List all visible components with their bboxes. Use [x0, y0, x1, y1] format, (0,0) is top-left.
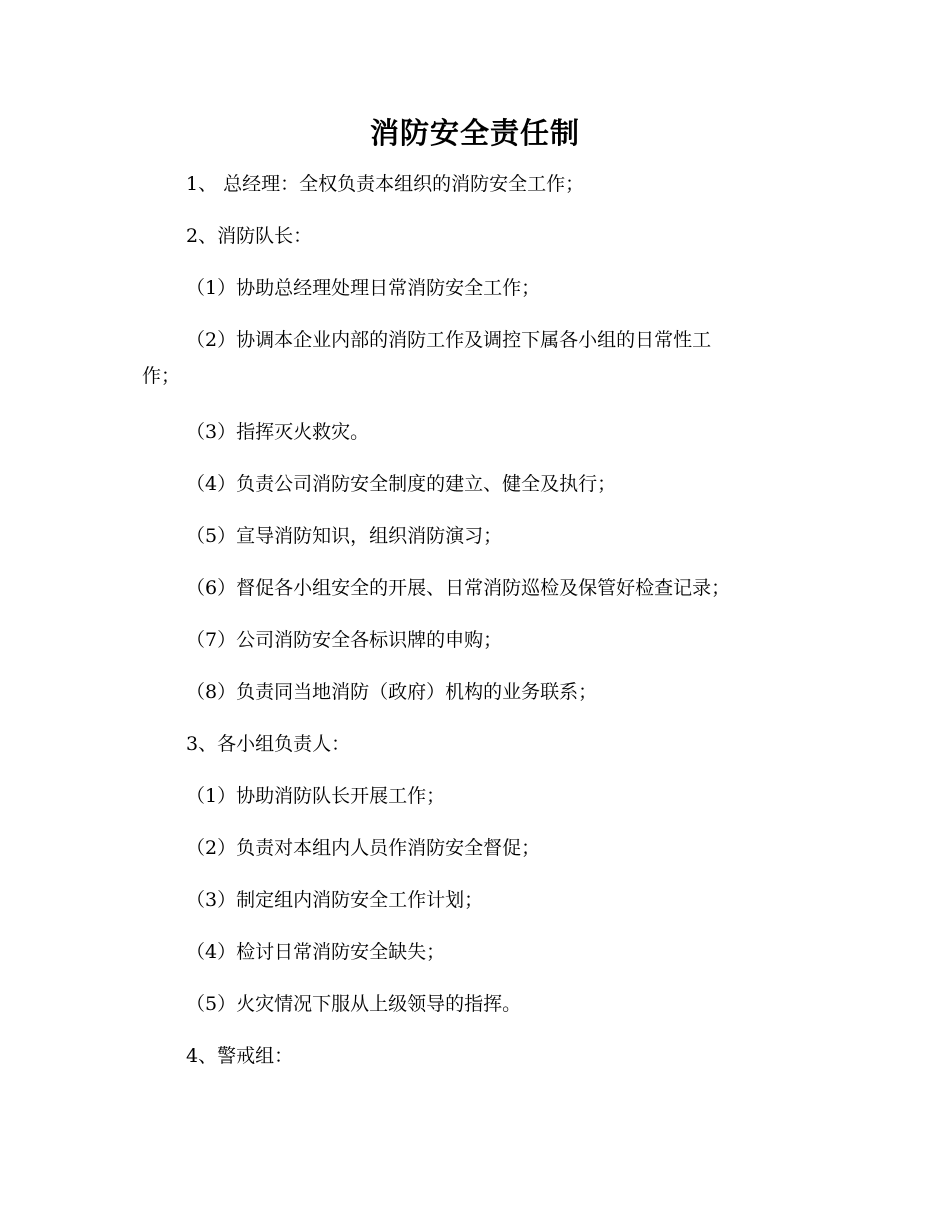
list-item: （1）协助总经理处理日常消防安全工作；	[186, 277, 541, 299]
list-item: （1）协助消防队长开展工作；	[186, 785, 446, 807]
list-item: （6）督促各小组安全的开展、日常消防巡检及保管好检查记录；	[186, 577, 731, 599]
list-item: （4）负责公司消防安全制度的建立、健全及执行；	[186, 473, 617, 495]
list-item: （2）负责对本组内人员作消防安全督促；	[186, 837, 541, 859]
list-item-continuation: 作；	[142, 365, 181, 387]
list-item: （5）火灾情况下服从上级领导的指挥。	[186, 993, 522, 1015]
section-2-heading: 2、消防队长：	[186, 225, 313, 247]
list-item: （2）协调本企业内部的消防工作及调控下属各小组的日常性工	[186, 329, 712, 351]
list-item: （7）公司消防安全各标识牌的申购；	[186, 629, 503, 651]
section-3-heading: 3、各小组负责人：	[186, 733, 351, 755]
wrapped-paragraph	[142, 322, 802, 394]
section-4-heading: 4、警戒组：	[186, 1045, 294, 1067]
list-item: （4）检讨日常消防安全缺失；	[186, 941, 446, 963]
list-item: （5）宣导消防知识，组织消防演习；	[186, 525, 503, 547]
list-item: （8）负责同当地消防（政府）机构的业务联系；	[186, 681, 598, 703]
document-title: 消防安全责任制	[369, 116, 580, 150]
list-item: （3）指挥灭火救灾。	[186, 421, 370, 443]
section-1-general-manager: 1、 总经理：全权负责本组织的消防安全工作；	[186, 173, 585, 195]
list-item: （3）制定组内消防安全工作计划；	[186, 889, 484, 911]
